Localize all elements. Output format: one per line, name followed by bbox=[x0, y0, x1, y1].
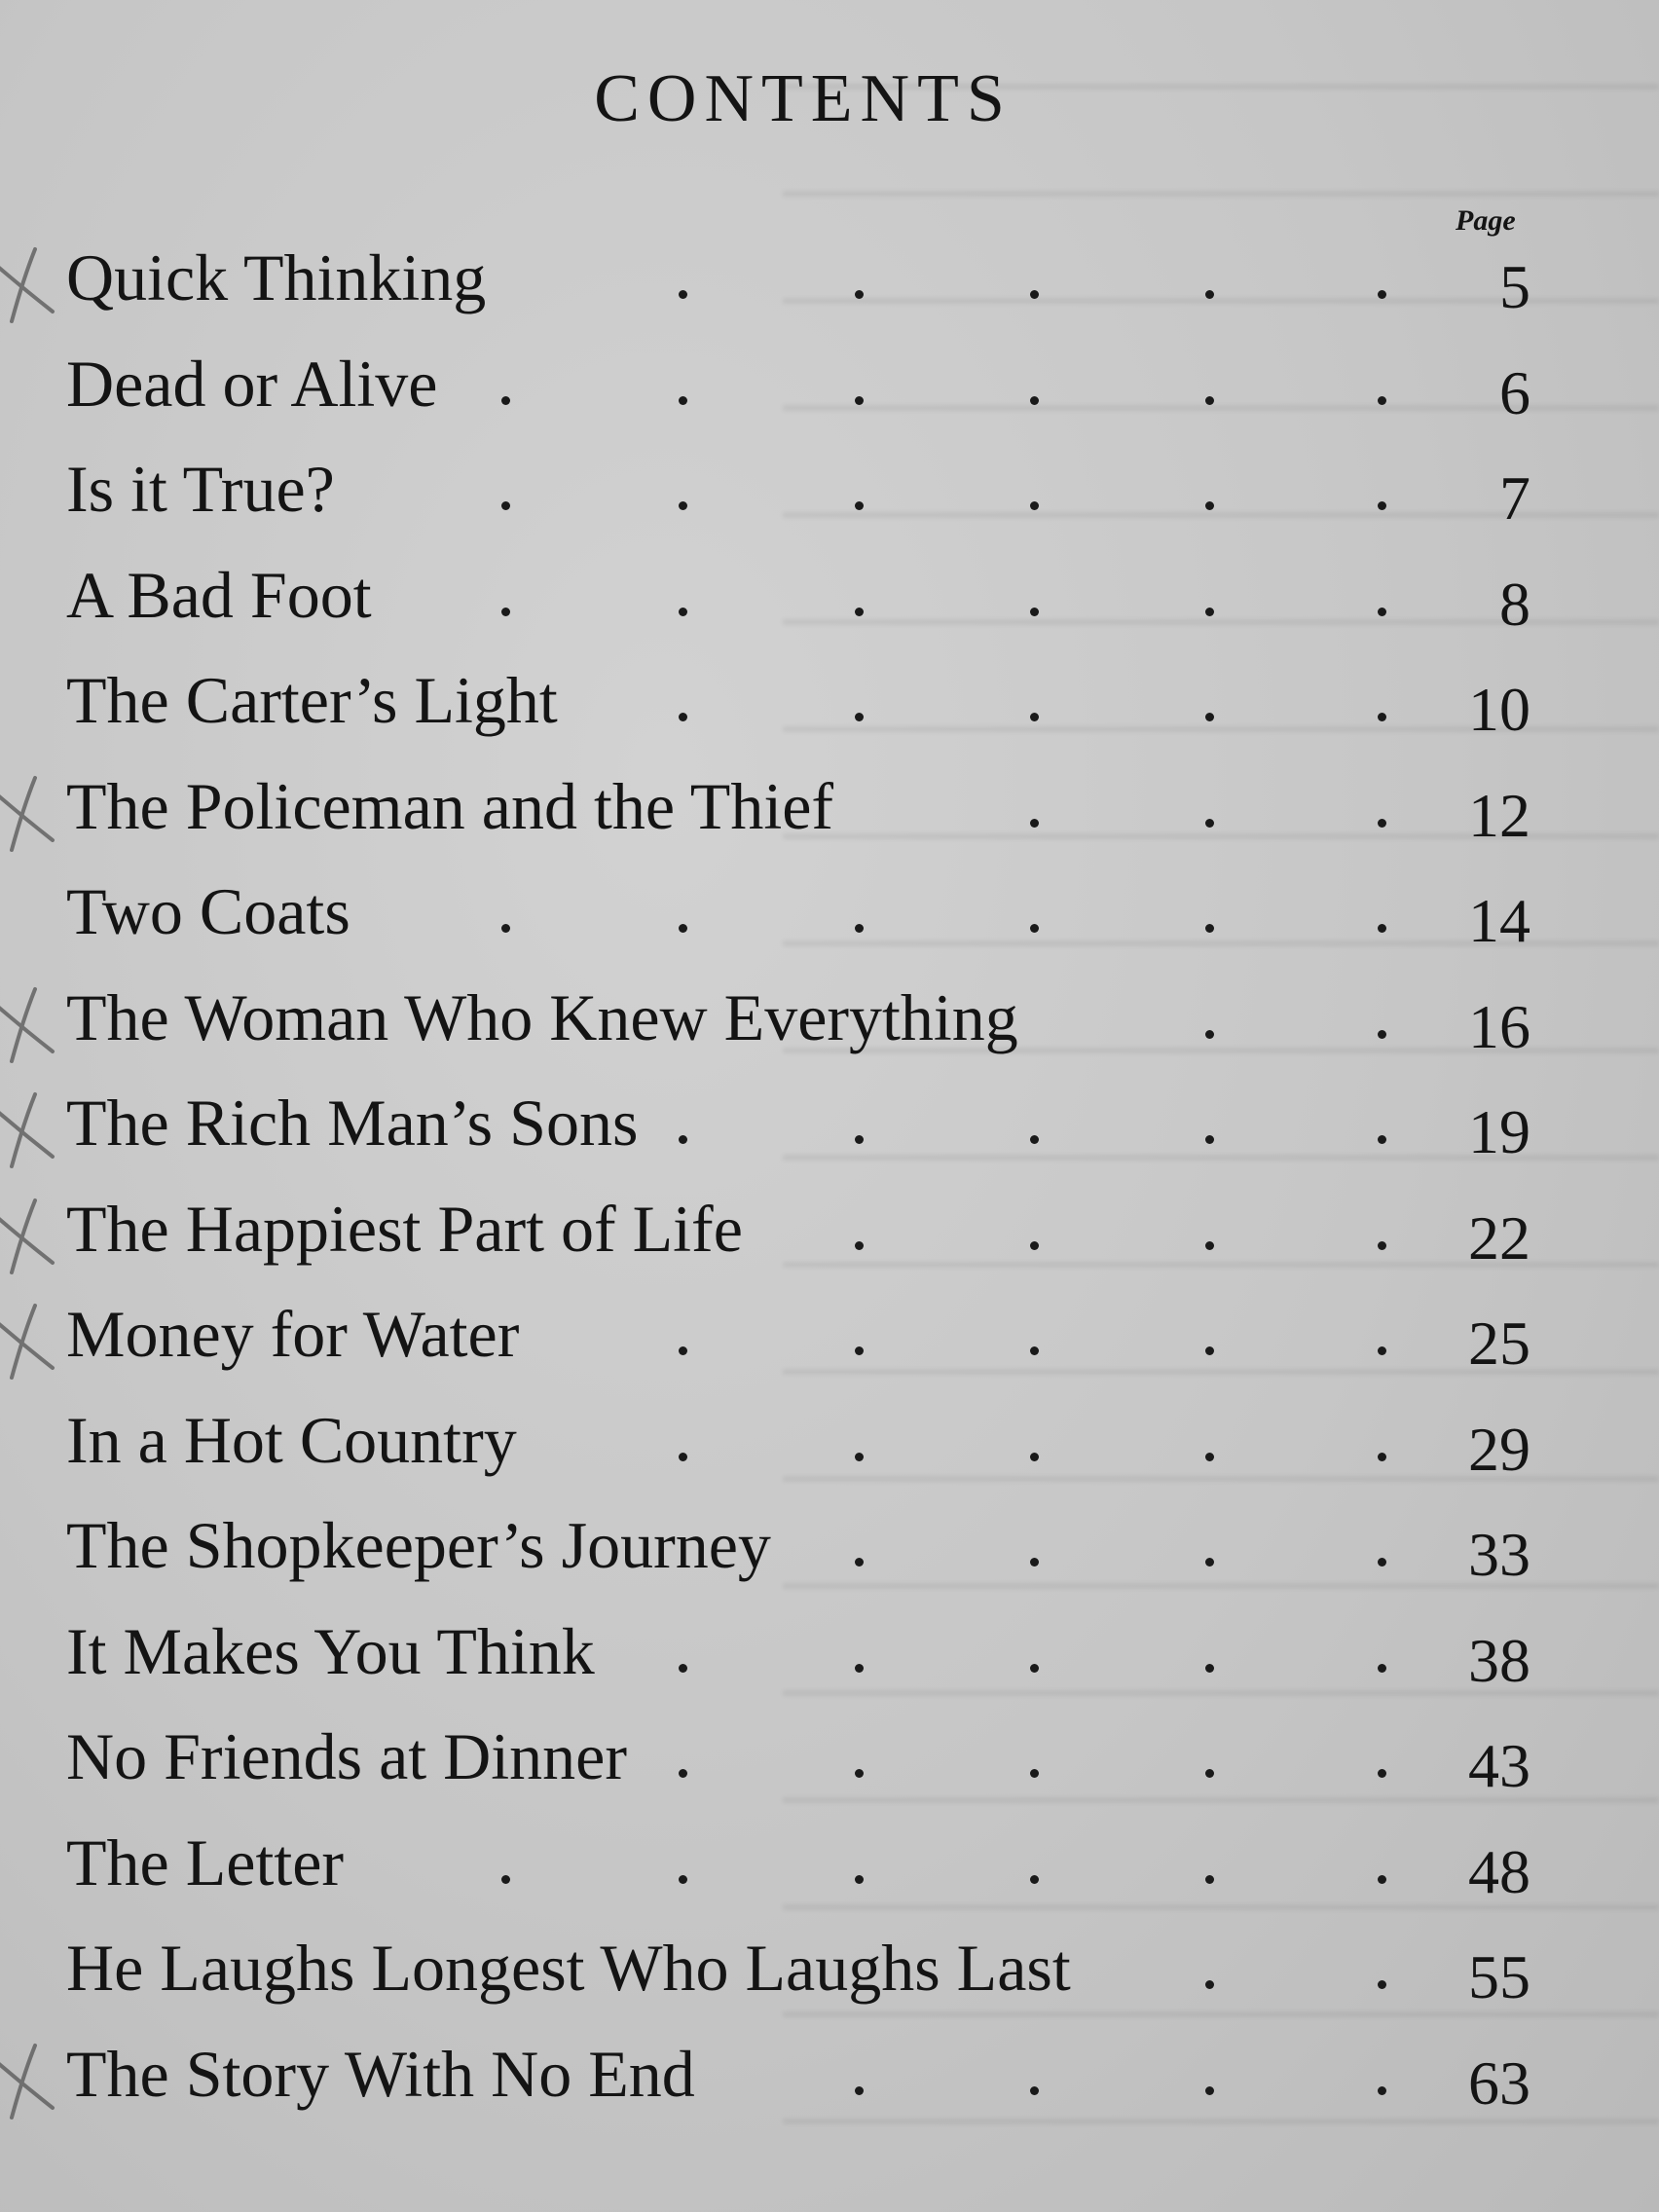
toc-entry-title: The Letter bbox=[66, 1825, 345, 1899]
leader-dot bbox=[1030, 1346, 1039, 1355]
leader-dot bbox=[1378, 1346, 1386, 1355]
page-title: CONTENTS bbox=[594, 61, 1013, 136]
toc-entry-title: Quick Thinking bbox=[66, 240, 487, 314]
leader-dot bbox=[1378, 1241, 1386, 1250]
dot-leaders bbox=[0, 1185, 1659, 1282]
leader-dot bbox=[501, 501, 510, 510]
toc-entry-title: The Shopkeeper’s Journey bbox=[66, 1508, 771, 1582]
dot-leaders bbox=[0, 867, 1659, 965]
leader-dot bbox=[1205, 501, 1214, 510]
toc-page-number: 6 bbox=[1499, 357, 1530, 427]
leader-dot bbox=[1205, 2086, 1214, 2095]
toc-entry[interactable] bbox=[0, 340, 1659, 437]
toc-entry-title: The Policeman and the Thief bbox=[66, 768, 834, 843]
toc-entry[interactable] bbox=[0, 1185, 1659, 1282]
leader-dot bbox=[1205, 1453, 1214, 1461]
toc-entry[interactable] bbox=[0, 551, 1659, 648]
toc-entry-title: Is it True? bbox=[66, 452, 335, 526]
toc-entry-title: In a Hot Country bbox=[66, 1402, 517, 1477]
dot-leaders bbox=[0, 974, 1659, 1071]
leader-dot bbox=[1030, 608, 1039, 616]
leader-dot bbox=[1378, 1135, 1386, 1144]
leader-dot bbox=[1205, 1664, 1214, 1673]
leader-dot bbox=[1378, 608, 1386, 616]
leader-dot bbox=[1205, 1769, 1214, 1778]
toc-entry-title: Money for Water bbox=[66, 1297, 520, 1371]
toc-page-number: 7 bbox=[1499, 463, 1530, 533]
leader-dot bbox=[679, 1875, 687, 1884]
leader-dot bbox=[501, 1875, 510, 1884]
toc-page-number: 38 bbox=[1468, 1625, 1530, 1695]
toc-entry-title: The Carter’s Light bbox=[66, 663, 558, 737]
toc-page-number: 19 bbox=[1468, 1097, 1530, 1166]
dot-leaders bbox=[0, 656, 1659, 754]
leader-dot bbox=[1378, 290, 1386, 299]
dot-leaders bbox=[0, 1924, 1659, 2021]
leader-dot bbox=[1030, 924, 1039, 933]
toc-entry-title: No Friends at Dinner bbox=[66, 1719, 628, 1793]
leader-dot bbox=[1030, 290, 1039, 299]
leader-dot bbox=[679, 1346, 687, 1355]
leader-dot bbox=[1378, 1769, 1386, 1778]
page-column-label: Page bbox=[1456, 204, 1516, 237]
leader-dot bbox=[1205, 396, 1214, 405]
leader-dot bbox=[855, 1769, 864, 1778]
leader-dot bbox=[1205, 713, 1214, 721]
leader-dot bbox=[1030, 1875, 1039, 1884]
leader-dot bbox=[1378, 501, 1386, 510]
leader-dot bbox=[1205, 608, 1214, 616]
toc-page-number: 5 bbox=[1499, 252, 1530, 321]
leader-dot bbox=[679, 924, 687, 933]
leader-dot bbox=[855, 713, 864, 721]
leader-dot bbox=[679, 1453, 687, 1461]
toc-entry-title: Two Coats bbox=[66, 874, 350, 948]
leader-dot bbox=[1378, 819, 1386, 828]
toc-entry[interactable] bbox=[0, 1713, 1659, 1810]
dot-leaders bbox=[0, 551, 1659, 648]
leader-dot bbox=[1378, 1030, 1386, 1039]
leader-dot bbox=[1030, 1558, 1039, 1567]
leader-dot bbox=[1205, 1980, 1214, 1989]
leader-dot bbox=[679, 713, 687, 721]
leader-dot bbox=[855, 396, 864, 405]
toc-page-number: 10 bbox=[1468, 675, 1530, 744]
toc-entry-title: He Laughs Longest Who Laughs Last bbox=[66, 1931, 1071, 2005]
leader-dot bbox=[1030, 1241, 1039, 1250]
leader-dot bbox=[1030, 713, 1039, 721]
leader-dot bbox=[679, 1664, 687, 1673]
toc-page-number: 22 bbox=[1468, 1202, 1530, 1272]
dot-leaders bbox=[0, 762, 1659, 860]
leader-dot bbox=[501, 608, 510, 616]
toc-page-number: 63 bbox=[1468, 2047, 1530, 2118]
toc-page-number: 55 bbox=[1468, 1942, 1530, 2011]
toc-entry[interactable] bbox=[0, 2030, 1659, 2127]
toc-entry[interactable] bbox=[0, 1290, 1659, 1387]
leader-dot bbox=[679, 290, 687, 299]
toc-entry[interactable] bbox=[0, 1924, 1659, 2021]
leader-dot bbox=[1205, 290, 1214, 299]
leader-dot bbox=[1205, 1030, 1214, 1039]
leader-dot bbox=[1378, 924, 1386, 933]
leader-dot bbox=[1378, 1980, 1386, 1989]
leader-dot bbox=[855, 1453, 864, 1461]
leader-dot bbox=[855, 1664, 864, 1673]
leader-dot bbox=[679, 1135, 687, 1144]
leader-dot bbox=[855, 1875, 864, 1884]
leader-dot bbox=[1030, 1453, 1039, 1461]
toc-entry-title: A Bad Foot bbox=[66, 557, 372, 632]
toc-page-number: 12 bbox=[1468, 780, 1530, 850]
toc-entry[interactable] bbox=[0, 445, 1659, 542]
leader-dot bbox=[1030, 2086, 1039, 2095]
leader-dot bbox=[1378, 1875, 1386, 1884]
toc-entry[interactable] bbox=[0, 234, 1659, 331]
leader-dot bbox=[1205, 1558, 1214, 1567]
leader-dot bbox=[1030, 1769, 1039, 1778]
leader-dot bbox=[679, 396, 687, 405]
leader-dot bbox=[679, 608, 687, 616]
dot-leaders bbox=[0, 1290, 1659, 1387]
leader-dot bbox=[1378, 1664, 1386, 1673]
toc-page-number: 29 bbox=[1468, 1414, 1530, 1484]
leader-dot bbox=[501, 396, 510, 405]
dot-leaders bbox=[0, 1819, 1659, 1916]
leader-dot bbox=[1030, 1135, 1039, 1144]
leader-dot bbox=[1205, 924, 1214, 933]
leader-dot bbox=[1205, 1346, 1214, 1355]
leader-dot bbox=[1378, 2086, 1386, 2095]
toc-entry-title: It Makes You Think bbox=[66, 1613, 595, 1688]
toc-entry[interactable] bbox=[0, 1501, 1659, 1599]
leader-dot bbox=[1205, 819, 1214, 828]
leader-dot bbox=[855, 1558, 864, 1567]
toc-page-number: 25 bbox=[1468, 1309, 1530, 1378]
leader-dot bbox=[855, 290, 864, 299]
leader-dot bbox=[1030, 396, 1039, 405]
dot-leaders bbox=[0, 2030, 1659, 2127]
dot-leaders bbox=[0, 1501, 1659, 1599]
dot-leaders bbox=[0, 340, 1659, 437]
leader-dot bbox=[679, 501, 687, 510]
toc-entry[interactable] bbox=[0, 762, 1659, 860]
leader-dot bbox=[855, 2086, 864, 2095]
leader-dot bbox=[1378, 396, 1386, 405]
toc-page-number: 48 bbox=[1468, 1836, 1530, 1906]
toc-page-number: 8 bbox=[1499, 569, 1530, 639]
leader-dot bbox=[855, 1346, 864, 1355]
dot-leaders bbox=[0, 1396, 1659, 1493]
dot-leaders bbox=[0, 1079, 1659, 1176]
toc-entry[interactable] bbox=[0, 974, 1659, 1071]
leader-dot bbox=[1030, 501, 1039, 510]
leader-dot bbox=[855, 501, 864, 510]
toc-entry-title: Dead or Alive bbox=[66, 346, 438, 421]
leader-dot bbox=[1205, 1875, 1214, 1884]
toc-entry-title: The Story With No End bbox=[66, 2036, 695, 2111]
leader-dot bbox=[1205, 1241, 1214, 1250]
leader-dot bbox=[1205, 1135, 1214, 1144]
toc-page-number: 14 bbox=[1468, 886, 1530, 955]
toc-entry[interactable] bbox=[0, 656, 1659, 754]
leader-dot bbox=[855, 924, 864, 933]
toc-entry-title: The Rich Man’s Sons bbox=[66, 1086, 639, 1160]
leader-dot bbox=[1030, 819, 1039, 828]
toc-entry-title: The Happiest Part of Life bbox=[66, 1191, 743, 1266]
toc-entry[interactable] bbox=[0, 1819, 1659, 1916]
toc-page-number: 43 bbox=[1468, 1731, 1530, 1800]
toc-page-number: 16 bbox=[1468, 991, 1530, 1061]
leader-dot bbox=[501, 924, 510, 933]
leader-dot bbox=[855, 1241, 864, 1250]
toc-entry-title: The Woman Who Knew Everything bbox=[66, 979, 1018, 1054]
dot-leaders bbox=[0, 1607, 1659, 1705]
toc-entry[interactable] bbox=[0, 867, 1659, 965]
toc-page-number: 33 bbox=[1468, 1520, 1530, 1589]
leader-dot bbox=[855, 1135, 864, 1144]
leader-dot bbox=[855, 608, 864, 616]
leader-dot bbox=[1378, 713, 1386, 721]
toc-entry[interactable] bbox=[0, 1079, 1659, 1176]
dot-leaders bbox=[0, 445, 1659, 542]
dot-leaders bbox=[0, 234, 1659, 331]
dot-leaders bbox=[0, 1713, 1659, 1810]
toc-entry[interactable] bbox=[0, 1607, 1659, 1705]
leader-dot bbox=[1030, 1664, 1039, 1673]
leader-dot bbox=[1378, 1453, 1386, 1461]
leader-dot bbox=[1378, 1558, 1386, 1567]
toc-entry[interactable] bbox=[0, 1396, 1659, 1493]
leader-dot bbox=[679, 1769, 687, 1778]
